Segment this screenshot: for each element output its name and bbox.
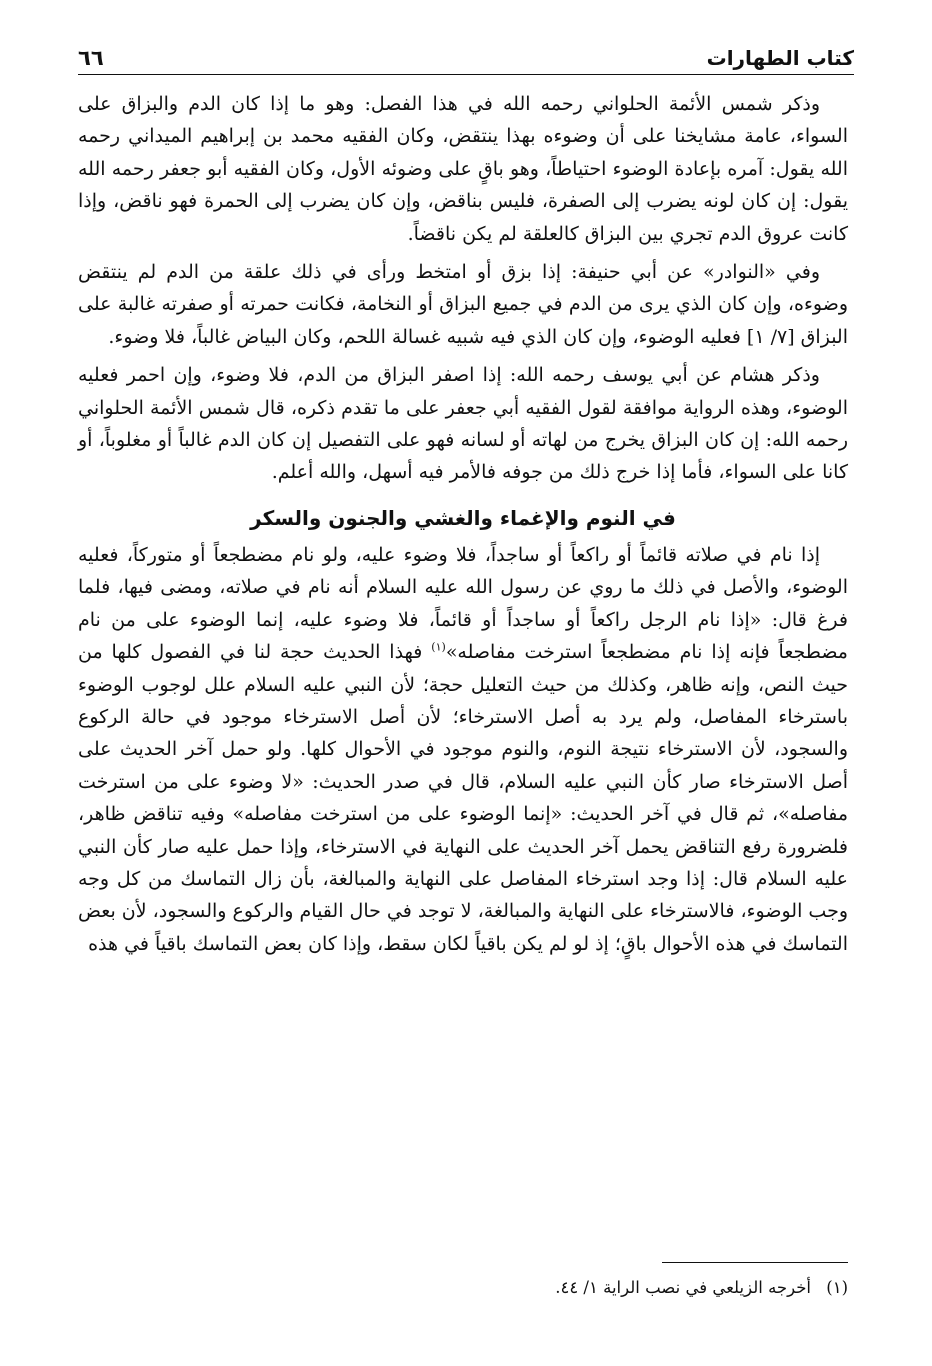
footnote-number: (١) xyxy=(826,1278,848,1297)
section-heading: في النوم والإغماء والغشي والجنون والسكر xyxy=(250,505,676,530)
page-header xyxy=(78,40,854,75)
footnote-reference[interactable]: (١) xyxy=(431,640,446,654)
page-number: ٦٦ xyxy=(78,46,104,70)
book-title: كتاب الطهارات xyxy=(706,46,854,70)
paragraph-text: إذا نام في صلاته قائماً أو راكعاً أو ساجداً، فلا وضوء عليه، ولو نام مضطجعاً أو متوركاً، فعليه الوضوء، والأصل في ذلك ما روي عن رسول الله عليه السلام أنه نام في صلاته، ومضى فيها، فلما فرغ قال: «إذا نام الرجل راكعاً أو ساجداً أو قائماً، فلا وضوء عليه، إنما الوضوء على من نام مضطجعاً فإنه إذا نام مضطجعاً استرخت مفاصله» xyxy=(78,543,848,664)
paragraph: وفي «النوادر» عن أبي حنيفة: إذا بزق أو امتخط ورأى في ذلك علقة من الدم لم ينتقض وضوءه، وإن كان الذي يرى من الدم في جميع البزاق أو النخامة، فكانت حمرته أو صفرته غالبة على البزاق [٧/ ١] فعليه الوضوء، وإن كان الذي فيه شبيه غسالة اللحم، وكان البياض غالباً، فلا وضوء. xyxy=(78,261,848,348)
paragraph: وذكر هشام عن أبي يوسف رحمه الله: إذا اصفر البزاق من الدم، فلا وضوء، وإن احمر فعليه الوضوء، وهذه الرواية موافقة لقول الفقيه أبي جعفر على ما تقدم ذكره، قال شمس الأئمة الحلواني رحمه الله: إن كان البزاق يخرج من لهاته أو لسانه فهو على التفصيل إن كان الدم غالباً أو مغلوباً، أو كانا على السواء، فأما إذا خرج ذلك من جوفه فالأمر فيه أسهل، والله أعلم. xyxy=(78,364,848,484)
paragraph: وذكر شمس الأئمة الحلواني رحمه الله في هذا الفصل: وهو ما إذا كان الدم والبزاق على السواء، عامة مشايخنا على أن وضوءه بهذا ينتقض، وكان الفقيه محمد بن إبراهيم الميداني رحمه الله يقول: آمره بإعادة الوضوء احتياطاً، وهو باقٍ على وضوئه الأول، وكان الفقيه أبو جعفر رحمه الله يقول: إن كان لونه يضرب إلى الصفرة، فليس بناقض، وإن كان يضرب إلى الحمرة فهو ناقض، وإذا كانت عروق الدم تجري بين البزاق كالعلقة لم يكن ناقضاً. xyxy=(78,93,848,245)
footnote-text: أخرجه الزيلعي في نصب الراية ١/ ٤٤. xyxy=(555,1278,811,1297)
paragraph xyxy=(78,539,848,960)
paragraph-text: فهذا الحديث حجة لنا في الفصول كلها من حيث النص، وإنه ظاهر، وكذلك من حيث التعليل حجة؛ لأن النبي عليه السلام علل لوجوب الوضوء باسترخاء المفاصل، ولم يرد به أصل الاسترخاء؛ لأن أصل الاسترخاء موجود في حالة الركوع والسجود، لأن الاسترخاء نتيجة النوم، والنوم موجود في الأحوال كلها. ولو حمل آخر الحديث على أصل الاسترخاء صار كأن النبي عليه السلام، قال في صدر الحديث: «لا وضوء على من استرخت مفاصله»، ثم قال في آخر الحديث: «إنما الوضوء على من استرخت مفاصله» وفيه تناقض ظاهر، فلضرورة رفع التناقض يحمل آخر الحديث على النهاية في الاسترخاء، وإذا حمل عليه صار كأن النبي عليه السلام قال: إذا وجد استرخاء المفاصل على النهاية والمبالغة، بأن زال التماسك من كل وجه وجب الوضوء، فالاسترخاء على النهاية والمبالغة، لا توجد في حال القيام والركوع والسجود، لأن بعض التماسك في هذه الأحوال باقٍ؛ إذ لو لم يكن باقياً لكان سقط، وإذا كان بعض التماسك باقياً في هذه xyxy=(78,641,848,955)
main-text xyxy=(78,88,848,966)
footnote-divider xyxy=(662,1262,848,1263)
footnote xyxy=(78,1274,848,1302)
